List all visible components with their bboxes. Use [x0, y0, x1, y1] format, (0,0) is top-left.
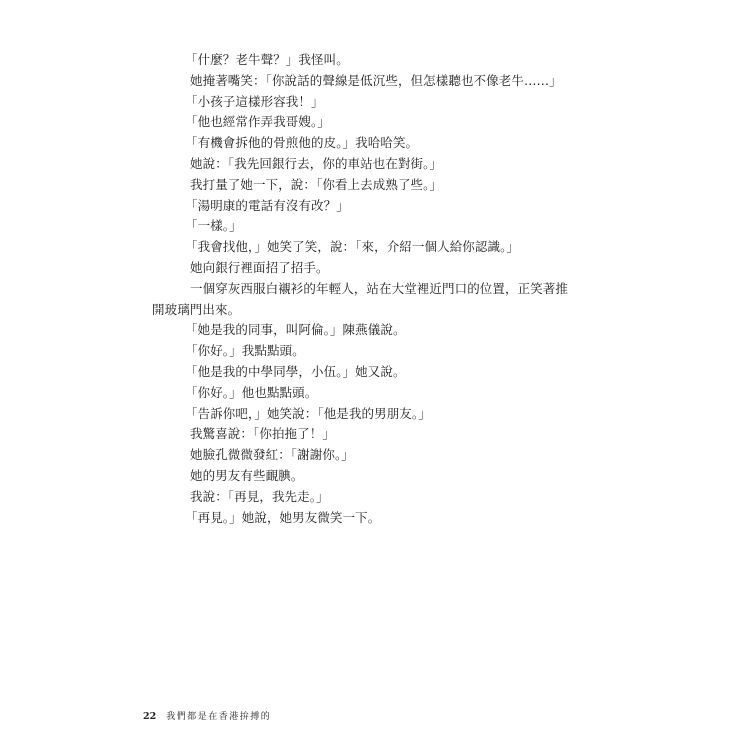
- paragraph: 「什麼？老牛聲？」我怪叫。: [185, 52, 349, 67]
- paragraph: 我驚喜說：「你拍拖了！」: [190, 426, 335, 442]
- page-number: 22: [143, 711, 157, 722]
- paragraph: 「有機會拆他的骨煎他的皮。」我哈哈笑。: [185, 135, 419, 151]
- paragraph: 「她是我的同事，叫阿倫。」陳燕儀說。: [185, 322, 406, 338]
- book-title: 我們都是在香港拚搏的: [166, 712, 272, 722]
- body-text: [152, 50, 576, 528]
- paragraph: 「一樣。」: [185, 218, 242, 234]
- paragraph: 「再見。」她說，她男友微笑一下。: [185, 509, 381, 525]
- paragraph: 我打量了她一下，說：「你看上去成熟了些。」: [190, 176, 443, 192]
- paragraph: 「小孩子這樣形容我！」: [185, 93, 324, 109]
- paragraph: 「湯明康的電話有沒有改？」: [185, 197, 349, 213]
- paragraph: 「我會找他，」她笑了笑，說：「來，介紹一個人給你認識。」: [185, 239, 520, 255]
- paragraph: 她臉孔微微發紅：「謝謝你。」: [190, 447, 354, 463]
- paragraph: 她掩著嘴笑：「你說話的聲線是低沉些，但怎樣聽也不像老牛……」: [190, 72, 562, 88]
- paragraph: 她向銀行裡面招了招手。: [190, 259, 329, 275]
- paragraph: 「你好。」他也點點頭。: [185, 384, 318, 400]
- paragraph: 「他是我的中學同學，小伍。」她又說。: [185, 363, 406, 379]
- paragraph: 我說：「再見，我先走。」: [190, 488, 329, 504]
- page-footer: [143, 709, 271, 722]
- paragraph: 「你好。」我點點頭。: [185, 343, 305, 359]
- paragraph: 「他也經常作弄我哥嫂。」: [185, 114, 330, 130]
- paragraph: 她說：「我先回銀行去，你的車站也在對街。」: [190, 155, 443, 171]
- paragraph: 「告訴你吧，」她笑說：「他是我的男朋友。」: [185, 405, 431, 421]
- paragraph: 一個穿灰西服白襯衫的年輕人，站在大堂裡近門口的位置，正笑著推開玻璃門出來。: [152, 280, 569, 317]
- paragraph: 她的男友有些靦腆。: [190, 467, 304, 483]
